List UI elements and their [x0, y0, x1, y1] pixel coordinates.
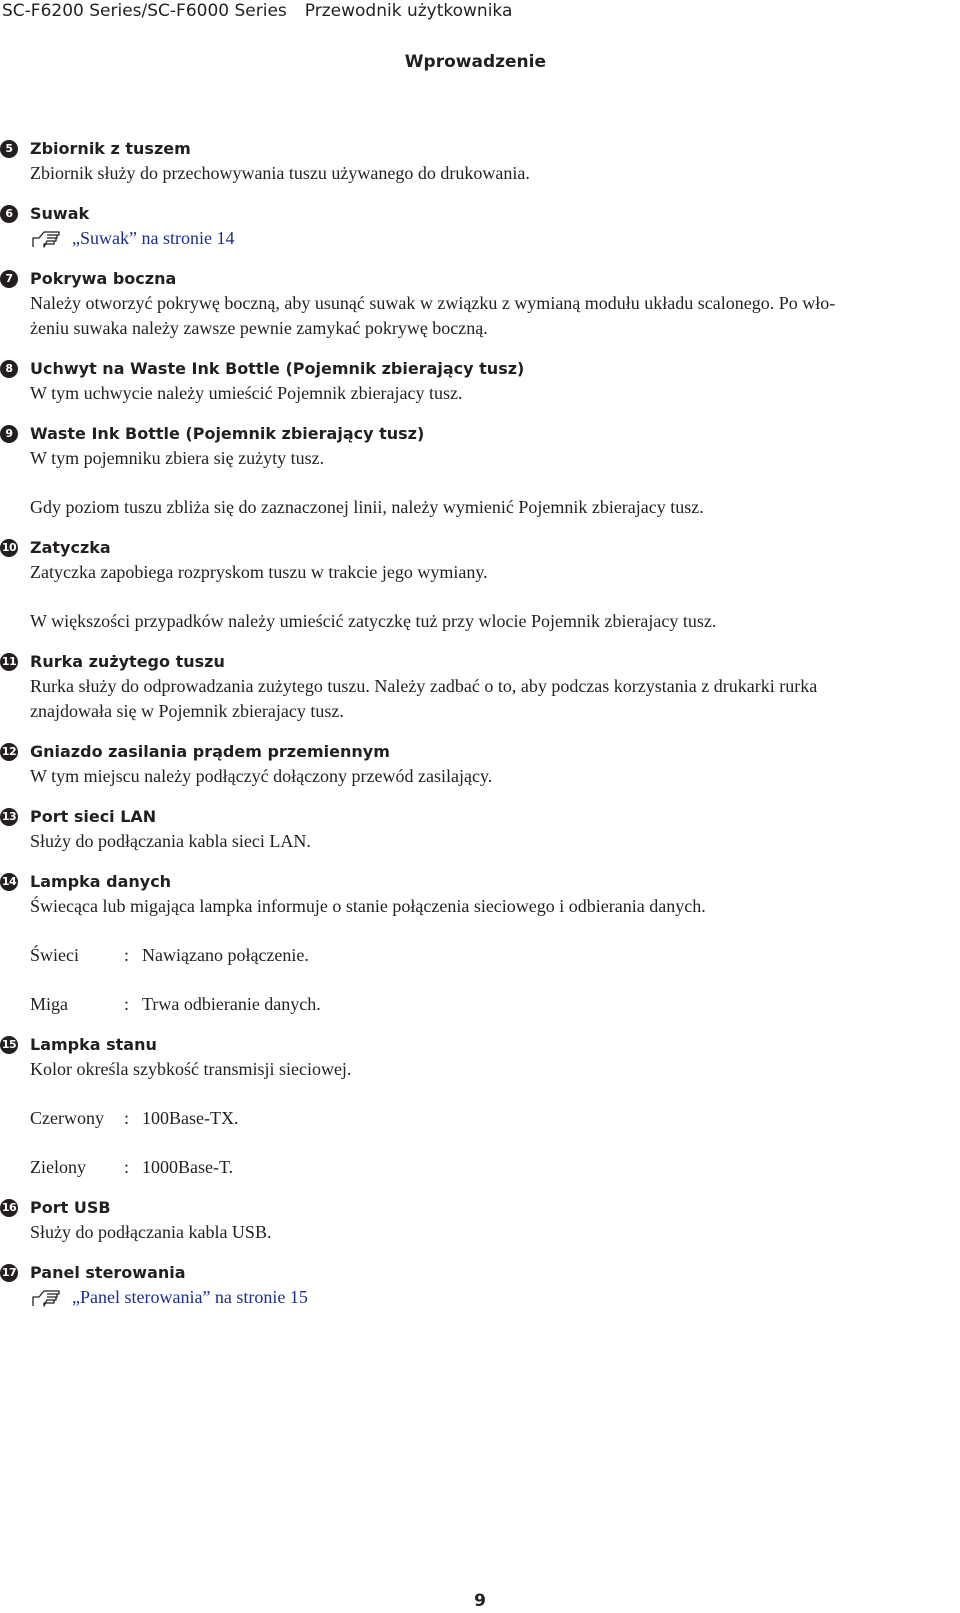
status-separator: : [124, 1157, 130, 1177]
list-item [0, 740, 960, 789]
item-description: Świecąca lub migająca lampka informuje o stanie połączenia sieciowego i odbierania danych. [30, 896, 706, 916]
item-number-icon: 5 [0, 140, 18, 158]
item-title: Panel sterowania [30, 1263, 186, 1282]
reference-link[interactable]: „Panel sterowania” na stronie 15 [72, 1287, 308, 1307]
item-title: Lampka danych [30, 872, 172, 891]
item-description-line: Rurka służy do odprowadzania zużytego tuszu. Należy zadbać o to, aby podczas korzystania z drukarki rurka [30, 676, 818, 696]
item-description: W tym pojemniku zbiera się zużyty tusz. [30, 448, 325, 468]
list-item [0, 870, 960, 1017]
item-note: Gdy poziom tuszu zbliża się do zaznaczonej linii, należy wymienić Pojemnik zbierajacy tusz. [30, 497, 704, 517]
series-name: SC-F6200 Series/SC-F6000 Series [2, 1, 287, 21]
status-row [30, 1155, 960, 1180]
item-number-icon: 12 [0, 743, 18, 761]
item-title: Lampka stanu [30, 1035, 157, 1054]
item-number-icon: 6 [0, 205, 18, 223]
status-value: 1000Base-T. [142, 1157, 234, 1177]
item-number-icon: 17 [0, 1264, 18, 1282]
page-number: 9 [474, 1591, 486, 1611]
status-key: Świeci [30, 945, 79, 965]
item-number-icon: 15 [0, 1036, 18, 1054]
item-number-icon: 7 [0, 270, 18, 288]
list-item [0, 202, 960, 251]
manual-title: Przewodnik użytkownika [304, 1, 513, 21]
item-title: Suwak [30, 204, 90, 223]
item-number-icon: 16 [0, 1199, 18, 1217]
status-value: Nawiązano połączenie. [142, 945, 309, 965]
item-description: Służy do podłączania kabla sieci LAN. [30, 831, 311, 851]
item-title: Zatyczka [30, 538, 111, 557]
status-key: Zielony [30, 1157, 86, 1177]
item-title: Port USB [30, 1198, 111, 1217]
pointing-hand-icon [30, 1287, 64, 1309]
item-description: Zatyczka zapobiega rozpryskom tuszu w trakcie jego wymiany. [30, 562, 488, 582]
pointing-hand-icon [30, 228, 64, 250]
list-item [0, 422, 960, 520]
item-number-icon: 14 [0, 873, 18, 891]
list-item [0, 1033, 960, 1180]
list-item [0, 805, 960, 854]
item-list [0, 137, 960, 1326]
list-item [0, 650, 960, 724]
item-description: W tym miejscu należy podłączyć dołączony przewód zasilający. [30, 766, 493, 786]
status-separator: : [124, 1108, 130, 1128]
list-item [0, 267, 960, 341]
status-row [30, 943, 960, 968]
item-description: Zbiornik służy do przechowywania tuszu używanego do drukowania. [30, 163, 530, 183]
status-row [30, 1106, 960, 1131]
list-item [0, 357, 960, 406]
status-key: Czerwony [30, 1108, 104, 1128]
item-number-icon: 10 [0, 539, 18, 557]
item-title: Rurka zużytego tuszu [30, 652, 225, 671]
item-number-icon: 13 [0, 808, 18, 826]
item-note: W większości przypadków należy umieścić zatyczkę tuż przy wlocie Pojemnik zbierajacy tusz. [30, 611, 717, 631]
item-title: Port sieci LAN [30, 807, 157, 826]
item-description-line: znajdowała się w Pojemnik zbierajacy tusz. [30, 701, 344, 721]
running-header [2, 0, 512, 22]
list-item [0, 1261, 960, 1310]
status-value: 100Base-TX. [142, 1108, 239, 1128]
item-description-line: żeniu suwaka należy zawsze pewnie zamykać pokrywę boczną. [30, 318, 488, 338]
status-value: Trwa odbieranie danych. [142, 994, 321, 1014]
item-description: Kolor określa szybkość transmisji sieciowej. [30, 1059, 352, 1079]
status-key: Miga [30, 994, 68, 1014]
reference-link[interactable]: „Suwak” na stronie 14 [72, 228, 235, 248]
list-item [0, 536, 960, 634]
item-description: Służy do podłączania kabla USB. [30, 1222, 272, 1242]
list-item [0, 137, 960, 186]
section-title: Wprowadzenie [404, 52, 546, 72]
item-title: Waste Ink Bottle (Pojemnik zbierający tusz) [30, 424, 425, 443]
item-number-icon: 8 [0, 360, 18, 378]
item-title: Uchwyt na Waste Ink Bottle (Pojemnik zbierający tusz) [30, 359, 525, 378]
item-description-line: Należy otworzyć pokrywę boczną, aby usunąć suwak w związku z wymianą modułu układu scalonego. Po wło- [30, 293, 836, 313]
status-row [30, 992, 960, 1017]
cross-reference [30, 226, 960, 251]
item-title: Gniazdo zasilania prądem przemiennym [30, 742, 390, 761]
list-item [0, 1196, 960, 1245]
status-separator: : [124, 945, 130, 965]
item-number-icon: 9 [0, 425, 18, 443]
status-separator: : [124, 994, 130, 1014]
item-number-icon: 11 [0, 653, 18, 671]
cross-reference [30, 1285, 960, 1310]
item-title: Pokrywa boczna [30, 269, 177, 288]
item-title: Zbiornik z tuszem [30, 139, 191, 158]
item-description: W tym uchwycie należy umieścić Pojemnik zbierajacy tusz. [30, 383, 463, 403]
